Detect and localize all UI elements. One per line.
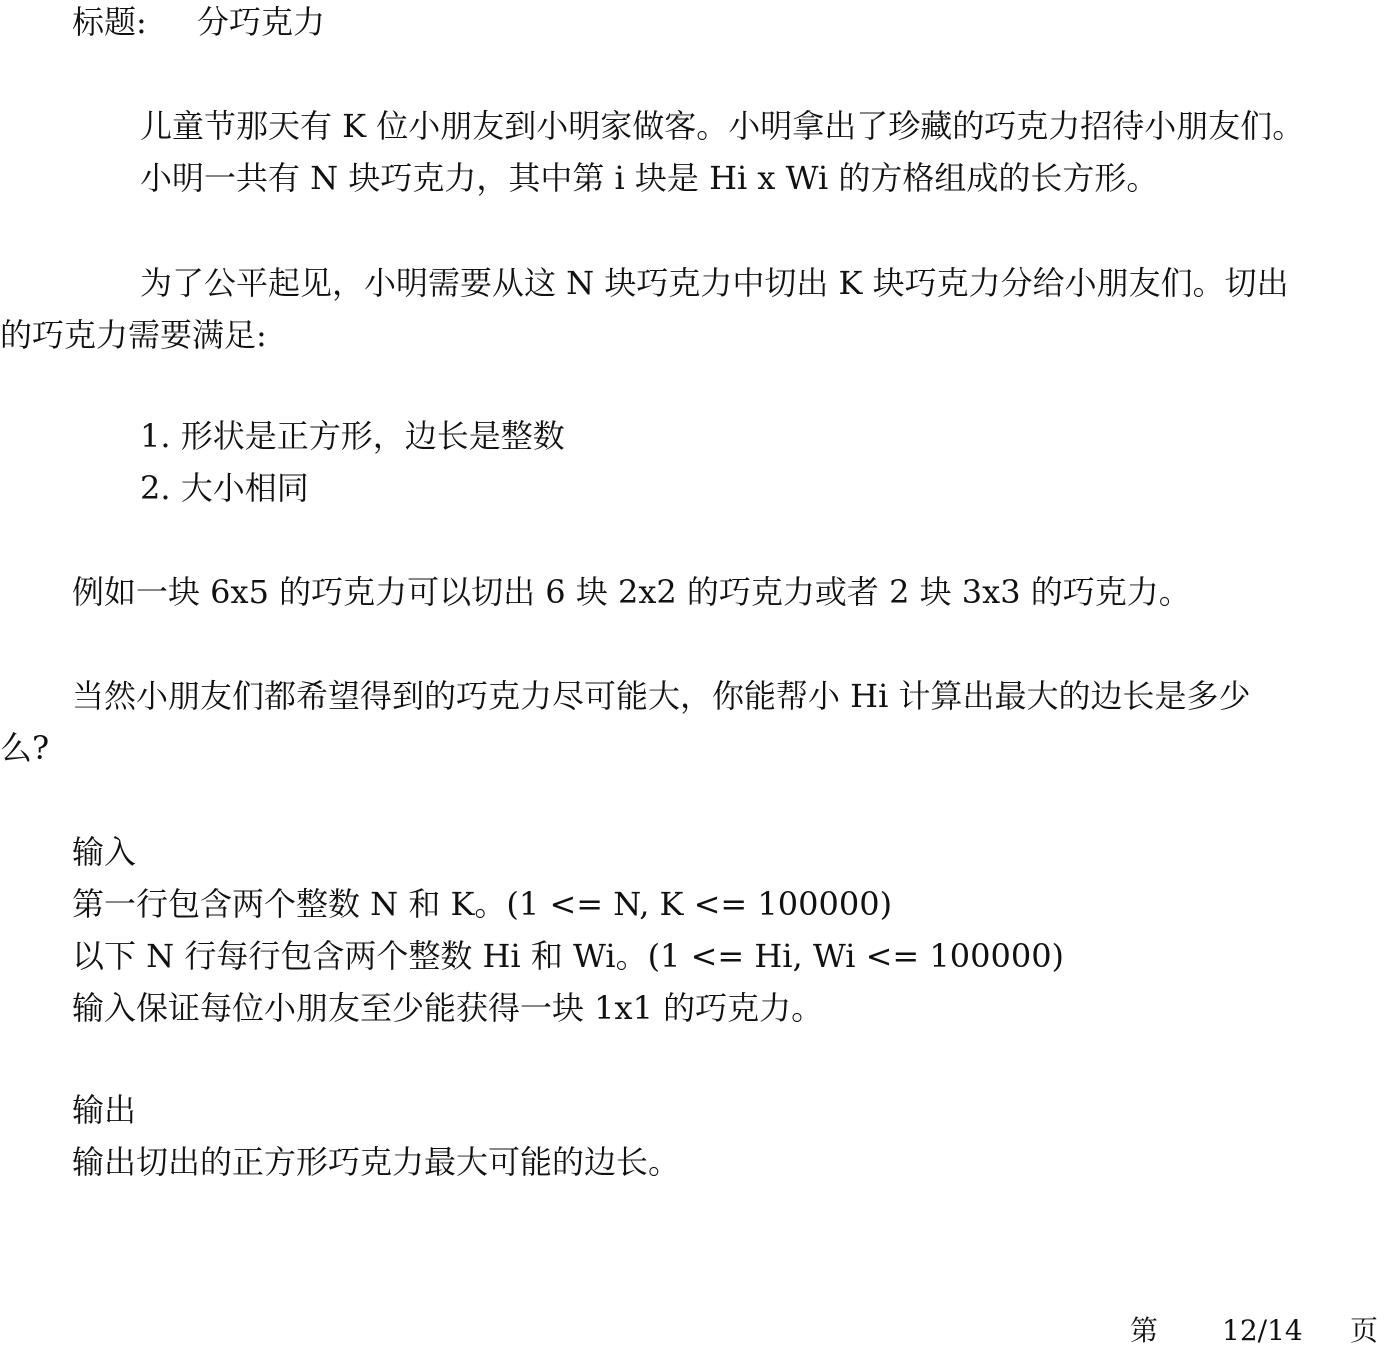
input-section	[72, 826, 1064, 1034]
footer-prefix: 第	[1130, 1314, 1159, 1347]
input-line: 以下 N 行每行包含两个整数 Hi 和 Wi。(1 <= Hi, Wi <= 100000)	[72, 937, 1065, 975]
question-line: 当然小朋友们都希望得到的巧克力尽可能大，你能帮小 Hi 计算出最大的边长是多少	[72, 677, 1251, 715]
output-section	[72, 1084, 680, 1188]
condition-item: 2. 大小相同	[140, 469, 309, 507]
conditions-list	[140, 410, 565, 514]
input-line: 输入保证每位小朋友至少能获得一块 1x1 的巧克力。	[72, 989, 824, 1027]
intro-paragraph	[140, 100, 1304, 204]
example-paragraph	[72, 566, 1191, 618]
output-line: 输出切出的正方形巧克力最大可能的边长。	[72, 1143, 681, 1181]
fairness-line: 为了公平起见，小明需要从这 N 块巧克力中切出 K 块巧克力分给小朋友们。切出	[140, 264, 1289, 302]
fairness-line: 的巧克力需要满足:	[0, 316, 267, 354]
question-paragraph	[0, 670, 1385, 774]
input-heading: 输入	[72, 833, 137, 871]
fairness-paragraph	[0, 257, 1385, 361]
page-number: 12/14	[1222, 1314, 1303, 1347]
intro-line: 小明一共有 N 块巧克力，其中第 i 块是 Hi x Wi 的方格组成的长方形。	[140, 159, 1159, 197]
input-line: 第一行包含两个整数 N 和 K。(1 <= N, K <= 100000)	[72, 885, 893, 923]
example-text: 例如一块 6x5 的巧克力可以切出 6 块 2x2 的巧克力或者 2 块 3x3 的巧克力。	[72, 573, 1191, 611]
condition-item: 1. 形状是正方形，边长是整数	[140, 417, 565, 455]
title-label: 标题:	[72, 3, 147, 41]
question-line: 么?	[0, 729, 50, 767]
title-text: 分巧克力	[196, 3, 325, 41]
page-footer	[1130, 1312, 1380, 1350]
intro-line: 儿童节那天有 K 位小朋友到小明家做客。小明拿出了珍藏的巧克力招待小朋友们。	[140, 107, 1305, 145]
problem-title	[72, 0, 325, 44]
output-heading: 输出	[72, 1091, 137, 1129]
footer-suffix: 页	[1350, 1314, 1379, 1347]
